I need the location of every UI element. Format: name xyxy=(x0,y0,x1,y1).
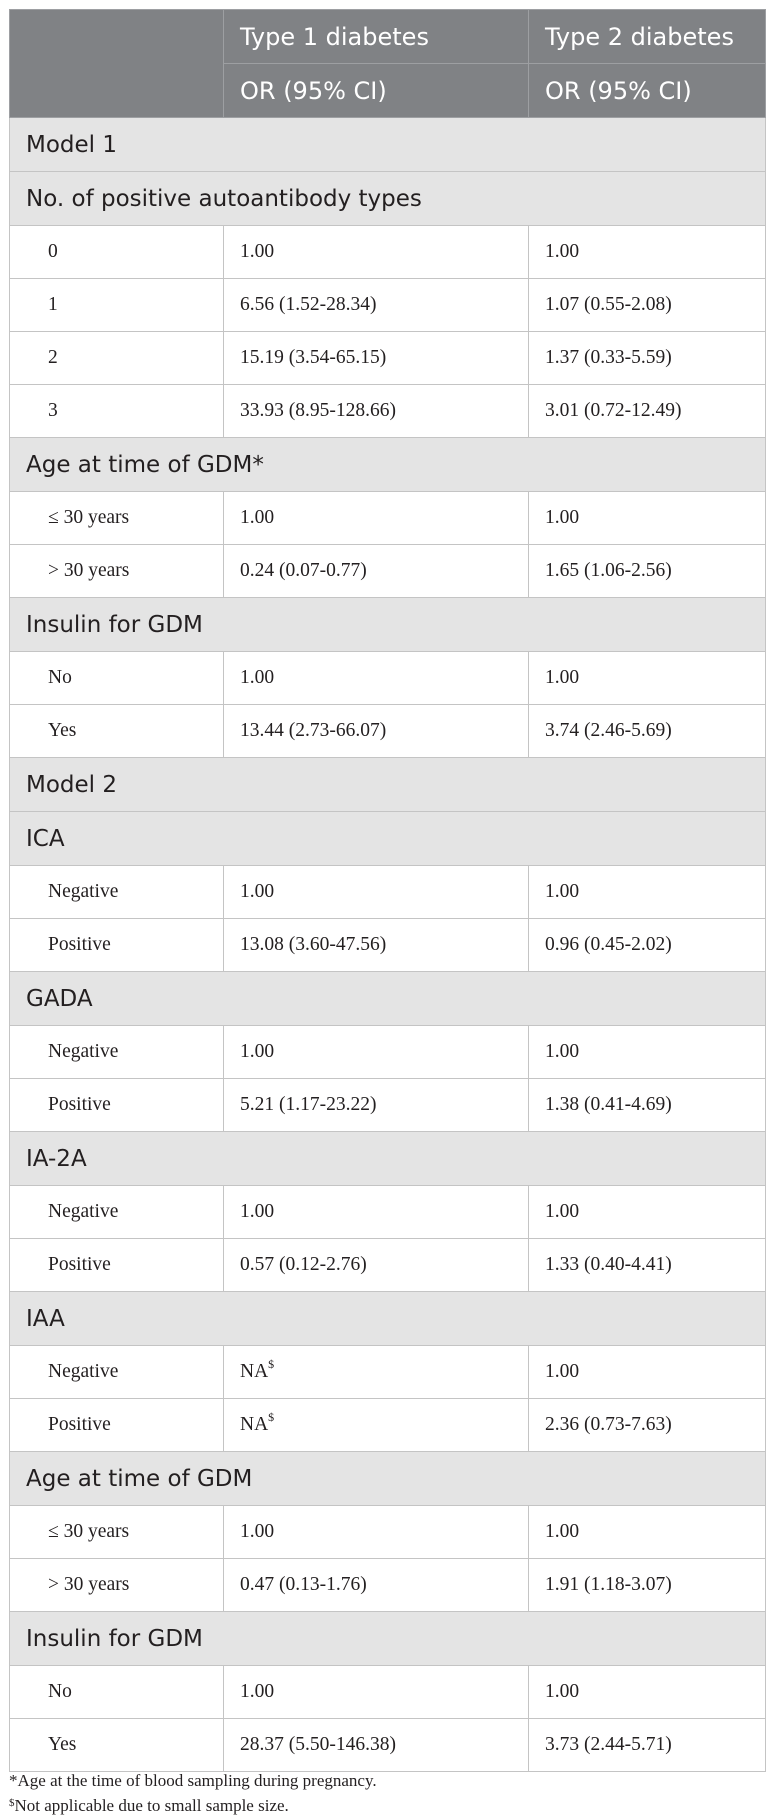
row-label: Positive xyxy=(10,919,224,972)
table-row xyxy=(10,866,766,919)
table-row xyxy=(10,1079,766,1132)
row-label: Negative xyxy=(10,866,224,919)
section-label: GADA xyxy=(10,972,766,1026)
type2-value: 1.91 (1.18-3.07) xyxy=(529,1559,766,1612)
table-row xyxy=(10,652,766,705)
type2-value: 1.00 xyxy=(529,652,766,705)
type1-value: 1.00 xyxy=(224,1666,529,1719)
footnote-na-text: Not applicable due to small sample size. xyxy=(14,1796,289,1815)
row-label: Yes xyxy=(10,705,224,758)
type2-value: 1.00 xyxy=(529,492,766,545)
section-row xyxy=(10,172,766,226)
table-row xyxy=(10,279,766,332)
section-row xyxy=(10,1132,766,1186)
row-label: 0 xyxy=(10,226,224,279)
type1-value: 6.56 (1.52-28.34) xyxy=(224,279,529,332)
type1-value: 0.47 (0.13-1.76) xyxy=(224,1559,529,1612)
table-container xyxy=(9,9,765,1772)
table-row xyxy=(10,226,766,279)
table-row xyxy=(10,1399,766,1452)
section-label: Model 1 xyxy=(10,118,766,172)
type2-value: 1.00 xyxy=(529,1186,766,1239)
footnote-marker: $ xyxy=(9,1797,15,1809)
type2-value: 1.00 xyxy=(529,866,766,919)
type1-value xyxy=(224,1346,529,1399)
subheader-type1: OR (95% CI) xyxy=(224,64,529,118)
row-label: ≤ 30 years xyxy=(10,1506,224,1559)
type1-value: 1.00 xyxy=(224,492,529,545)
type2-value: 1.37 (0.33-5.59) xyxy=(529,332,766,385)
type2-value: 1.65 (1.06-2.56) xyxy=(529,545,766,598)
section-row xyxy=(10,1612,766,1666)
type1-value: 1.00 xyxy=(224,226,529,279)
footnote-na xyxy=(9,1793,377,1818)
section-label: ICA xyxy=(10,812,766,866)
section-label: Insulin for GDM xyxy=(10,598,766,652)
table-row xyxy=(10,1239,766,1292)
type2-value: 1.33 (0.40-4.41) xyxy=(529,1239,766,1292)
table-row xyxy=(10,919,766,972)
type1-value: 13.44 (2.73-66.07) xyxy=(224,705,529,758)
section-row xyxy=(10,438,766,492)
section-label: Age at time of GDM xyxy=(10,1452,766,1506)
table-row xyxy=(10,1666,766,1719)
section-row xyxy=(10,118,766,172)
type1-value: 1.00 xyxy=(224,866,529,919)
type2-value: 1.38 (0.41-4.69) xyxy=(529,1079,766,1132)
row-label: > 30 years xyxy=(10,1559,224,1612)
section-label: IAA xyxy=(10,1292,766,1346)
row-label: Positive xyxy=(10,1239,224,1292)
row-label: Negative xyxy=(10,1346,224,1399)
subheader-type2: OR (95% CI) xyxy=(529,64,766,118)
table-row xyxy=(10,545,766,598)
table-row xyxy=(10,332,766,385)
section-row xyxy=(10,1452,766,1506)
footnote-age: *Age at the time of blood sampling during pregnancy. xyxy=(9,1771,377,1790)
row-label: ≤ 30 years xyxy=(10,492,224,545)
type2-value: 3.74 (2.46-5.69) xyxy=(529,705,766,758)
section-row xyxy=(10,972,766,1026)
type1-value: 1.00 xyxy=(224,652,529,705)
type1-value: 1.00 xyxy=(224,1026,529,1079)
type1-value: 5.21 (1.17-23.22) xyxy=(224,1079,529,1132)
row-label: Positive xyxy=(10,1399,224,1452)
row-label: 1 xyxy=(10,279,224,332)
type2-value: 3.73 (2.44-5.71) xyxy=(529,1719,766,1772)
row-label: 2 xyxy=(10,332,224,385)
odds-ratio-table xyxy=(9,9,766,1772)
type1-value: 1.00 xyxy=(224,1506,529,1559)
type2-value: 1.00 xyxy=(529,1666,766,1719)
type1-value: 0.24 (0.07-0.77) xyxy=(224,545,529,598)
footnote-marker: $ xyxy=(268,1357,275,1371)
row-label: Negative xyxy=(10,1026,224,1079)
type1-value: 15.19 (3.54-65.15) xyxy=(224,332,529,385)
type1-value: 0.57 (0.12-2.76) xyxy=(224,1239,529,1292)
table-row xyxy=(10,1719,766,1772)
section-row xyxy=(10,812,766,866)
row-label: Negative xyxy=(10,1186,224,1239)
type2-value: 0.96 (0.45-2.02) xyxy=(529,919,766,972)
table-row xyxy=(10,1186,766,1239)
footnotes xyxy=(9,1768,377,1818)
type2-value: 1.07 (0.55-2.08) xyxy=(529,279,766,332)
type2-value: 1.00 xyxy=(529,1506,766,1559)
footnote-marker: $ xyxy=(268,1410,275,1424)
header-type1: Type 1 diabetes xyxy=(224,10,529,64)
table-row xyxy=(10,705,766,758)
row-label: > 30 years xyxy=(10,545,224,598)
table-row xyxy=(10,1506,766,1559)
type2-value: 1.00 xyxy=(529,1346,766,1399)
section-label: Age at time of GDM* xyxy=(10,438,766,492)
table-row xyxy=(10,1346,766,1399)
header-type2: Type 2 diabetes xyxy=(529,10,766,64)
section-label: No. of positive autoantibody types xyxy=(10,172,766,226)
table-row xyxy=(10,1026,766,1079)
section-label: Insulin for GDM xyxy=(10,1612,766,1666)
section-row xyxy=(10,1292,766,1346)
type2-value: 1.00 xyxy=(529,226,766,279)
type1-value: 1.00 xyxy=(224,1186,529,1239)
type1-value: 28.37 (5.50-146.38) xyxy=(224,1719,529,1772)
type2-value: 3.01 (0.72-12.49) xyxy=(529,385,766,438)
row-label: 3 xyxy=(10,385,224,438)
header-row xyxy=(10,10,766,64)
table-row xyxy=(10,385,766,438)
row-label: Yes xyxy=(10,1719,224,1772)
na-text: NA xyxy=(240,1414,269,1435)
section-label: IA-2A xyxy=(10,1132,766,1186)
section-label: Model 2 xyxy=(10,758,766,812)
row-label: Positive xyxy=(10,1079,224,1132)
type1-value: 13.08 (3.60-47.56) xyxy=(224,919,529,972)
table-row xyxy=(10,1559,766,1612)
type2-value: 1.00 xyxy=(529,1026,766,1079)
type2-value: 2.36 (0.73-7.63) xyxy=(529,1399,766,1452)
type1-value xyxy=(224,1399,529,1452)
type1-value: 33.93 (8.95-128.66) xyxy=(224,385,529,438)
row-label: No xyxy=(10,1666,224,1719)
row-label: No xyxy=(10,652,224,705)
section-row xyxy=(10,598,766,652)
na-text: NA xyxy=(240,1361,269,1382)
section-row xyxy=(10,758,766,812)
header-empty-cell xyxy=(10,10,224,118)
table-row xyxy=(10,492,766,545)
